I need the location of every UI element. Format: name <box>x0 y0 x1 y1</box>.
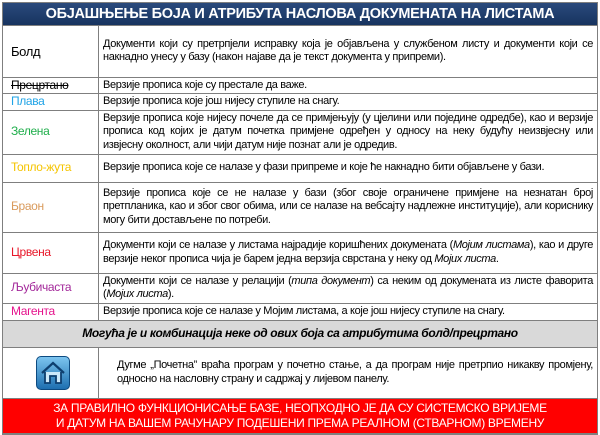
legend-row <box>3 26 597 77</box>
warning-banner <box>3 398 597 433</box>
legend-label: Прецртано <box>3 77 99 94</box>
legend-description <box>99 94 598 111</box>
italic-text: Мојих листа <box>434 252 496 265</box>
text-segment: Документи који се налазе у релацији ( <box>103 274 292 287</box>
legend-description <box>99 182 598 232</box>
text-segment: Верзије прописа које још нијесу ступиле на снагу. <box>103 95 340 107</box>
legend-label: Болд <box>3 26 99 77</box>
legend-description <box>99 110 598 154</box>
legend-row <box>3 77 597 94</box>
legend-description <box>99 154 598 182</box>
italic-text: типа документ <box>291 274 371 287</box>
legend-table <box>2 2 598 435</box>
text-segment: Документи који се налазе у листама најрадије коришћених докумената ( <box>103 239 453 251</box>
text-segment: Документи који су претрпјели исправку која је објављена у службеном листу и документи који се накнадно унесу у базу (након најаве да је текст документа у припреми). <box>103 37 593 64</box>
legend-description <box>99 273 598 303</box>
legend-label: Зелена <box>3 110 99 154</box>
text-segment: ) са неким од докумената из листе фаворита ( <box>103 274 593 300</box>
text-segment: Верзије прописа које нијесу почеле да се примјењују (у цјелини или поједине одредбе), као и верзије прописа код којих је датум почетка примјене одређен у односу на неку будућу неизвјесну или извјесну околност, али чији датум није познат али је одредив. <box>103 111 593 151</box>
legend-row <box>3 154 597 182</box>
text-segment: ), као и друге верзије неког прописа чија је барем једна верзија сврстана у неку од <box>103 239 594 265</box>
legend-label: Љубичаста <box>3 273 99 303</box>
warning-line-1: ЗА ПРАВИЛНО ФУНКЦИОНИСАЊЕ БАЗЕ, НЕОПХОДНО ЈЕ ДА СУ СИСТЕМСКО ВРИЈЕМЕ <box>53 400 547 415</box>
text-segment: Верзије прописа које су престале да важе. <box>103 78 307 91</box>
legend-description <box>99 26 598 77</box>
text-segment: Верзије прописа које се налазе у фази припреме и које ће накнадно бити објављене у бази. <box>103 161 545 174</box>
legend-description <box>99 77 598 94</box>
legend-row <box>3 273 597 303</box>
home-description: Дугме „Почетна” враћа програм у почетно стање, а да програм није претрпио никакву промјену, односно на насловну страну и садржај у лијевом панелу. <box>99 347 598 398</box>
italic-text: Мојим листама <box>452 239 530 251</box>
legend-label: Магента <box>3 303 99 320</box>
text-segment: ). <box>167 288 174 300</box>
legend-label: Плава <box>3 94 99 111</box>
italic-text: Мојих листа <box>106 288 168 300</box>
warning-line-2: И ДАТУМ НА ВАШЕМ РАЧУНАРУ ПОДЕШЕНИ ПРЕМА РЕАЛНОМ (СТВАРНОМ) ВРЕМЕНУ <box>55 415 545 430</box>
legend-title: ОБЈАШЊЕЊЕ БОЈА И АТРИБУТА НАСЛОВА ДОКУМЕНАТА НА ЛИСТАМА <box>3 3 597 26</box>
legend-label: Топло-жута <box>3 154 99 182</box>
legend-description <box>99 232 598 273</box>
legend-row <box>3 94 597 111</box>
text-segment: Верзије прописа које се налазе у Мојим листама, а које још нијесу ступиле на снагу. <box>103 304 505 317</box>
legend-row <box>3 182 597 232</box>
home-cell <box>3 347 99 398</box>
legend-row <box>3 232 597 273</box>
legend-label: Црвена <box>3 232 99 273</box>
legend-label: Браон <box>3 182 99 232</box>
legend-row <box>3 110 597 154</box>
text-segment: Верзије прописа које се не налазе у бази (због своје ограничене примјене на незнатан број претпланика, као и због свог обима, или се налазе на вебсајту надлежне институције), али кориснику могу бити достављене по потреби. <box>103 186 593 226</box>
legend-row <box>3 303 597 320</box>
home-icon[interactable] <box>36 356 70 390</box>
text-segment: . <box>495 252 499 265</box>
combination-note: Могућа је и комбинација неке од ових боја са атрибутима болд/прецртано <box>3 320 597 347</box>
legend-description <box>99 303 598 320</box>
